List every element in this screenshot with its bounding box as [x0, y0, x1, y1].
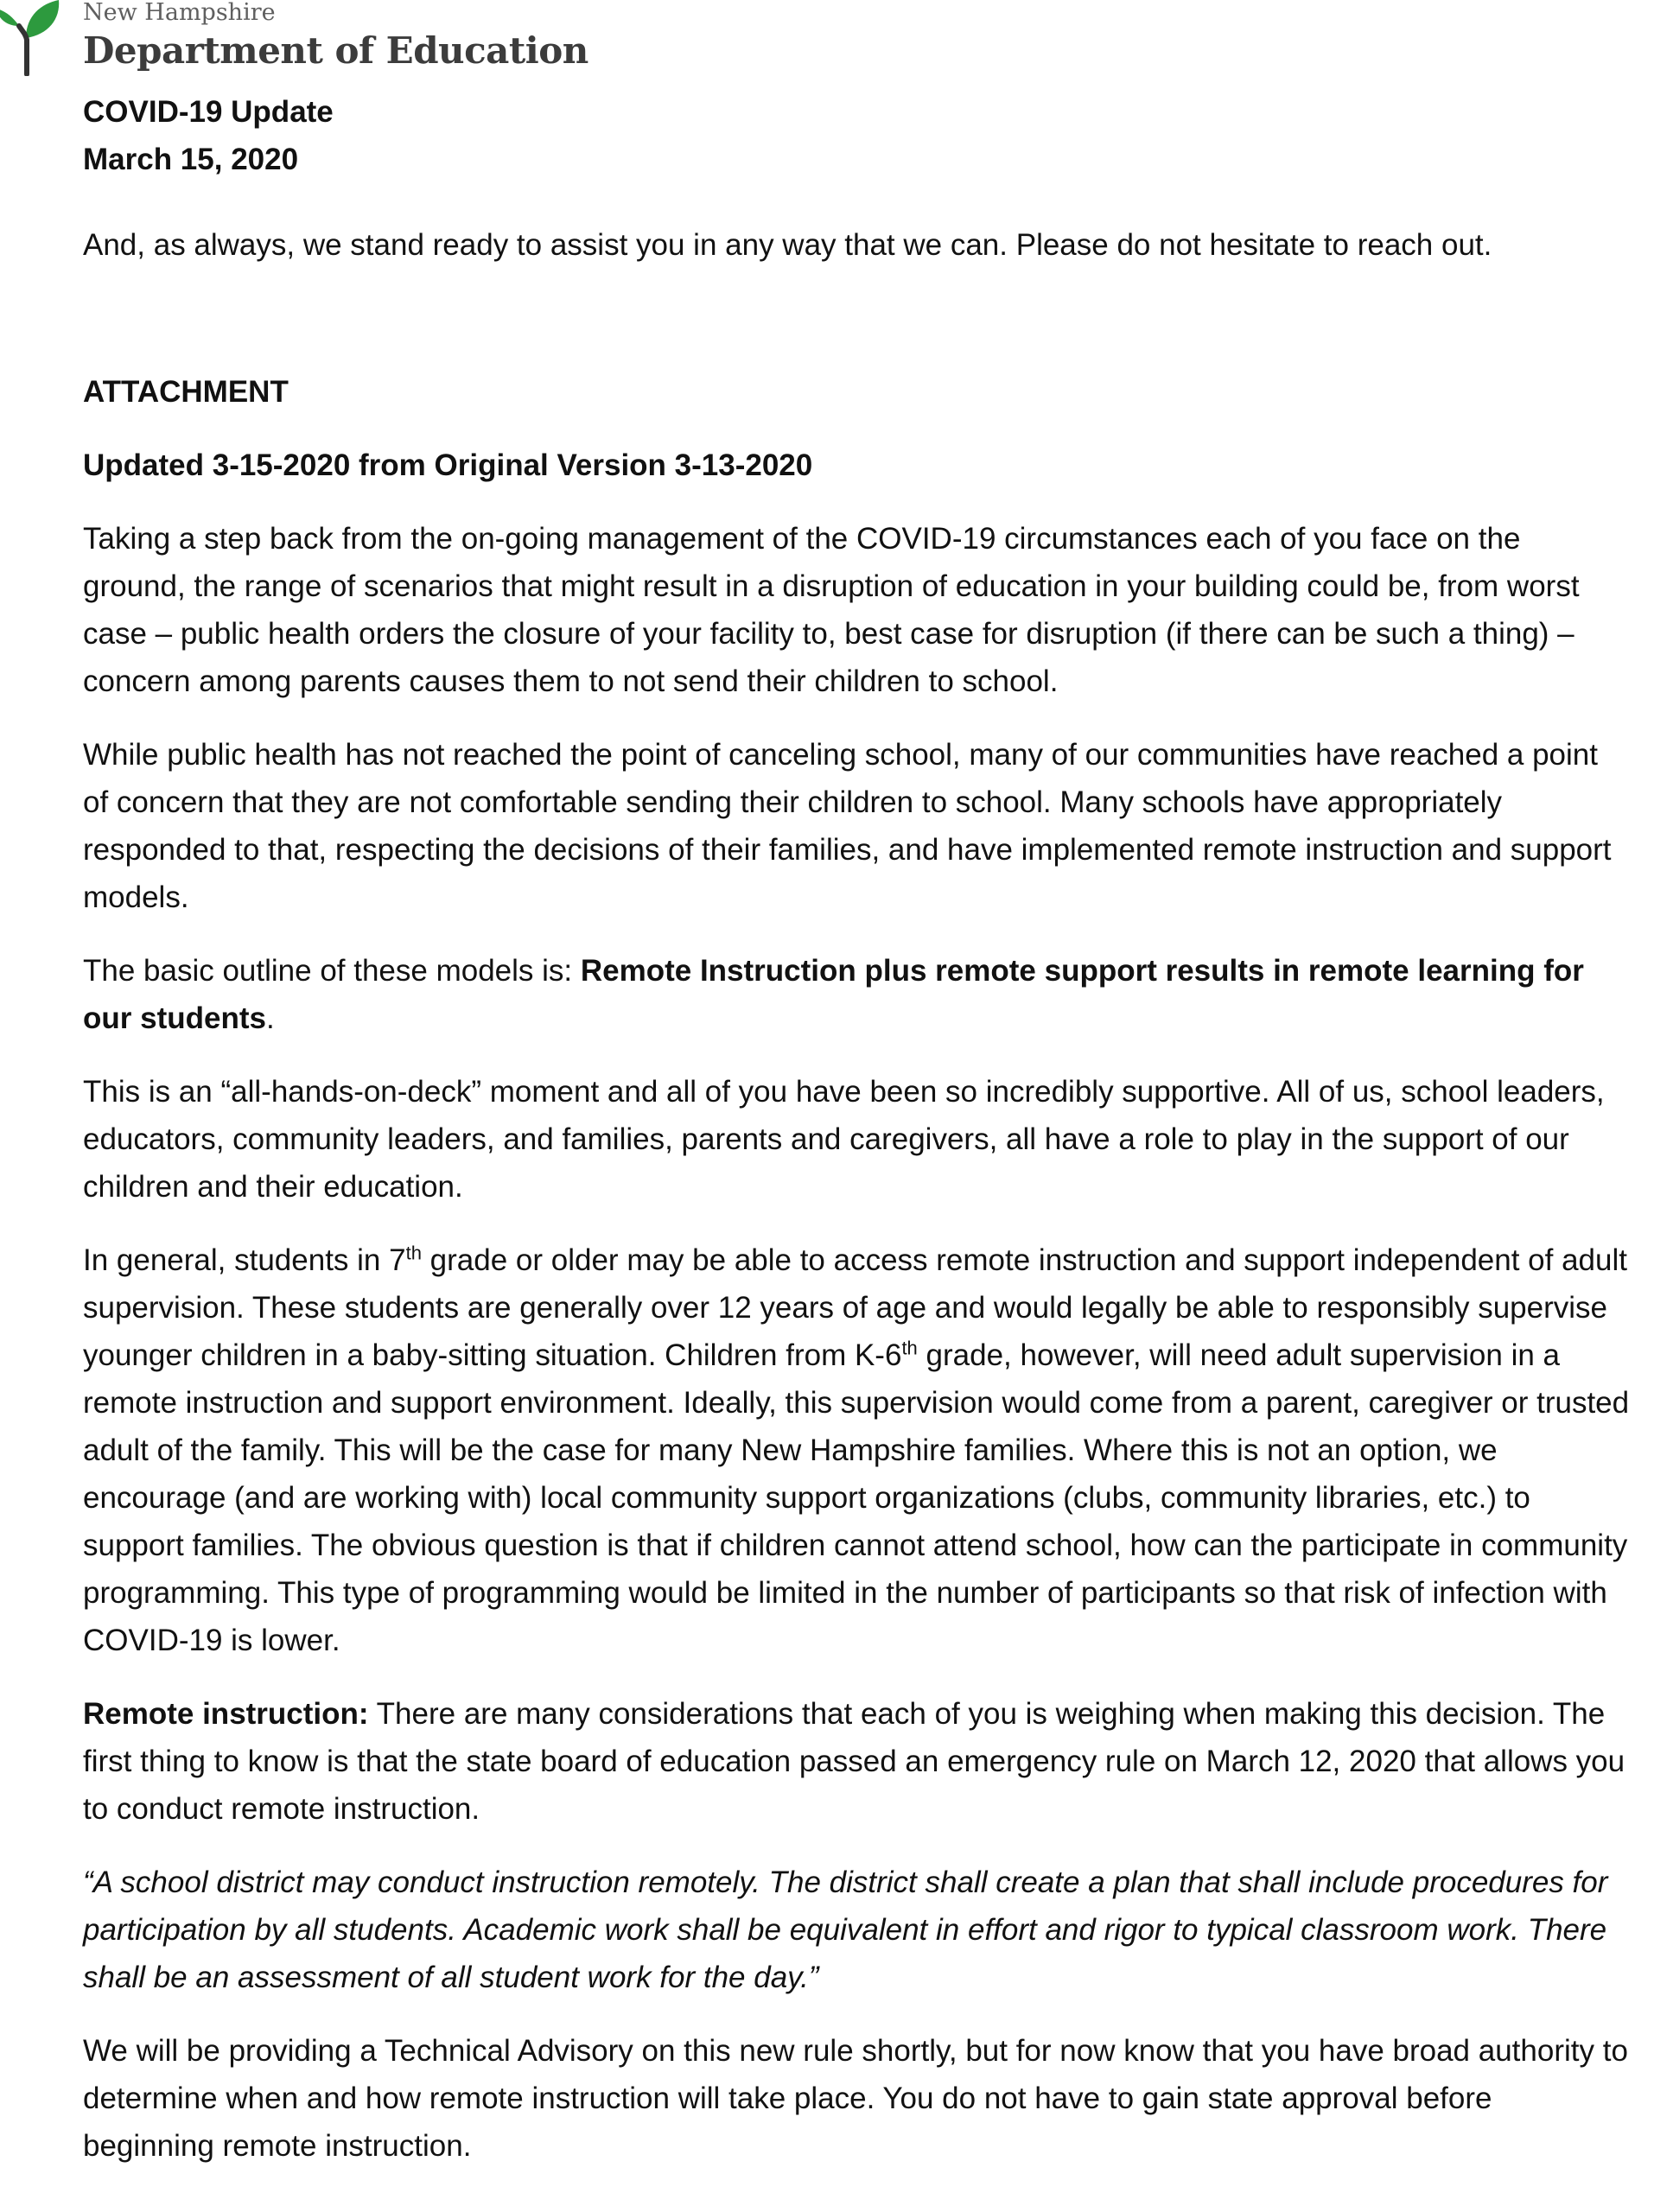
update-header — [83, 88, 1630, 183]
document-body — [83, 88, 1630, 2196]
version-note: Updated 3-15-2020 from Original Version 3-13-2020 — [83, 448, 813, 482]
paragraph-scenarios: Taking a step back from the on-going management of the COVID-19 circumstances each of you face on the ground, the range of scenarios that might result in a disruption of education in your building could be, from worst case – public health orders the closure of your facility to, best case for disruption (if there can be such a thing) – concern among parents causes them to not send their children to school. — [83, 522, 1580, 698]
paragraph-public-health: While public health has not reached the point of canceling school, many of our communities have reached a point of concern that they are not comfortable sending their children to school. Many schools have appropriately responded to that, respecting the decisions of their families, and have implemented remote instruction and support models. — [83, 738, 1612, 914]
paragraph-technical-advisory: We will be providing a Technical Advisory on this new rule shortly, but for now know that you have broad authority to determine when and how remote instruction will take place. You do not have to gain state approval before beginning remote instruction. — [83, 2034, 1628, 2163]
letterhead — [0, 0, 778, 78]
model-outline-lead: The basic outline of these models is: — [83, 954, 581, 988]
update-date: March 15, 2020 — [83, 143, 299, 176]
attachment-label: ATTACHMENT — [83, 375, 289, 409]
superscript-th: th — [901, 1337, 918, 1359]
org-state: New Hampshire — [83, 0, 276, 26]
org-name: Department of Education — [83, 29, 588, 72]
paragraph-supervision — [83, 1236, 1630, 1664]
emergency-rule-quote: “A school district may conduct instruction remotely. The district shall create a plan that shall include procedures for participation by all students. Academic work shall be equivalent in effort and rigor to typical classroom work. There shall be an assessment of all student work for the day.” — [83, 1866, 1608, 1994]
superscript-th: th — [405, 1242, 422, 1264]
model-outline-emphasis: Remote Instruction plus remote support results in remote learning for our students — [83, 954, 1584, 1035]
supervision-text-a: In general, students in 7 — [83, 1243, 406, 1277]
remote-instruction-heading: Remote instruction: — [83, 1697, 369, 1731]
supervision-text-b: grade or older may be able to access remote instruction and support independent of adult supervision. These students are generally over 12 years of age and would legally be able to responsibly supervise younger children in a baby-sitting situation. Children from K-6 — [83, 1243, 1627, 1372]
remote-instruction-text: There are many considerations that each of you is weighing when making this decision. The first thing to know is that the state board of education passed an emergency rule on March 12, 2020 that allows you to conduct remote instruction. — [83, 1697, 1625, 1826]
supervision-text-c: grade, however, will need adult supervision in a remote instruction and support environment. Ideally, this supervision would come from a parent, caregiver or trusted adult of the family. This will be the case for many New Hampshire families. Where this is not an option, we encourage (and are working with) local community support organizations (clubs, community libraries, etc.) to support families. The obvious question is that if children cannot attend school, how can the participate in community programming. This type of programming would be limited in the number of participants so that risk of infection with COVID-19 is lower. — [83, 1338, 1630, 1657]
intro-paragraph: And, as always, we stand ready to assist you in any way that we can. Please do not hesitate to reach out. — [83, 228, 1492, 262]
model-outline-end: . — [265, 1001, 275, 1035]
paragraph-all-hands: This is an “all-hands-on-deck” moment and all of you have been so incredibly supportive. All of us, school leaders, educators, community leaders, and families, parents and caregivers, all have a role to play in the support of our children and their education. — [83, 1075, 1605, 1204]
update-title: COVID-19 Update — [83, 95, 334, 129]
paragraph-remote-instruction — [83, 1690, 1630, 1833]
paragraph-model-outline — [83, 947, 1630, 1042]
sprout-icon — [0, 0, 62, 76]
